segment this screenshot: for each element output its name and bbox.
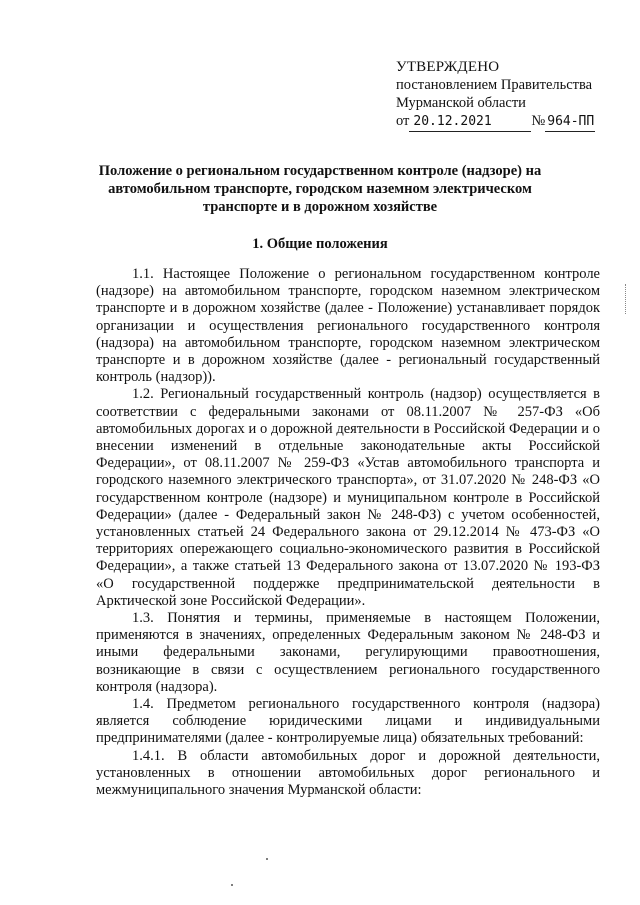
approval-line-1: постановлением Правительства [396,77,593,93]
approval-line-2: Мурманской области [396,95,526,111]
approval-heading: УТВЕРЖДЕНО [396,59,500,75]
paragraph-1-1: 1.1. Настоящее Положение о региональном государственном контроле (надзоре) на автомобильном транспорте, городском наземном электрическом транспорте и в дорожном хозяйстве (далее - Положение) устанавливает порядок организации и осуществления регионального государственного контроля (надзора) на автомобильном транспорте, городском наземном электрическом транспорте и в дорожном хозяйстве (далее - региональный государственный контроль (надзор)). [96,266,600,386]
approval-number: 964-ПП [545,113,595,132]
section-heading: 1. Общие положения [252,236,388,252]
document-body [96,266,600,799]
approval-date-line [396,112,595,132]
paragraph-1-4: 1.4. Предметом регионального государственного контроля (надзора) является соблюдение юридическими лицами и индивидуальными предпринимателями (далее - контролируемые лица) обязательных требований: [96,696,600,747]
approval-stamp [396,58,595,132]
paragraph-1-2: 1.2. Региональный государственный контроль (надзор) осуществляется в соответствии с федеральными законами от 08.11.2007 № 257-ФЗ «Об автомобильных дорогах и о дорожной деятельности в Российской Федерации и о внесении изменений в отдельные законодательные акты Российской Федерации», от 08.11.2007 № 259-ФЗ «Устав автомобильного транспорта и городского наземного электрического транспорта», от 31.07.2020 № 248-ФЗ «О государственном контроле (надзоре) и муниципальном контроле в Российской Федерации» (далее - Федеральный закон № 248-ФЗ) с учетом особенностей, установленных статьей 24 Федерального закона от 29.12.2014 № 473-ФЗ «О территориях опережающего социально-экономического развития в Российской Федерации», а также статьей 13 Федерального закона от 13.07.2020 № 193-ФЗ «О государственной поддержке предпринимательской деятельности в Арктической зоне Российской Федерации». [96,386,600,609]
document-title: Положение о региональном государственном контроле (надзоре) на автомобильном транспорте, городском наземном электрическом транспорте и в дорожном хозяйстве [98,163,542,215]
number-prefix: № [531,113,546,129]
paragraph-1-4-1: 1.4.1. В области автомобильных дорог и дорожной деятельности, установленных в отношении автомобильных дорог регионального и межмуниципального значения Мурманской области: [96,747,600,799]
scan-speck [266,858,268,860]
date-prefix: от [396,113,410,129]
paragraph-1-3: 1.3. Понятия и термины, применяемые в настоящем Положении, применяются в значениях, определенных Федеральным законом № 248-ФЗ и иными федеральными законами, регулирующими правоотношения, возникающие в связи с осуществлением регионального государственного контроля (надзора). [96,610,600,695]
scan-speck [231,884,233,886]
margin-scan-mark [625,284,628,314]
approval-date: 20.12.2021 [409,113,531,132]
